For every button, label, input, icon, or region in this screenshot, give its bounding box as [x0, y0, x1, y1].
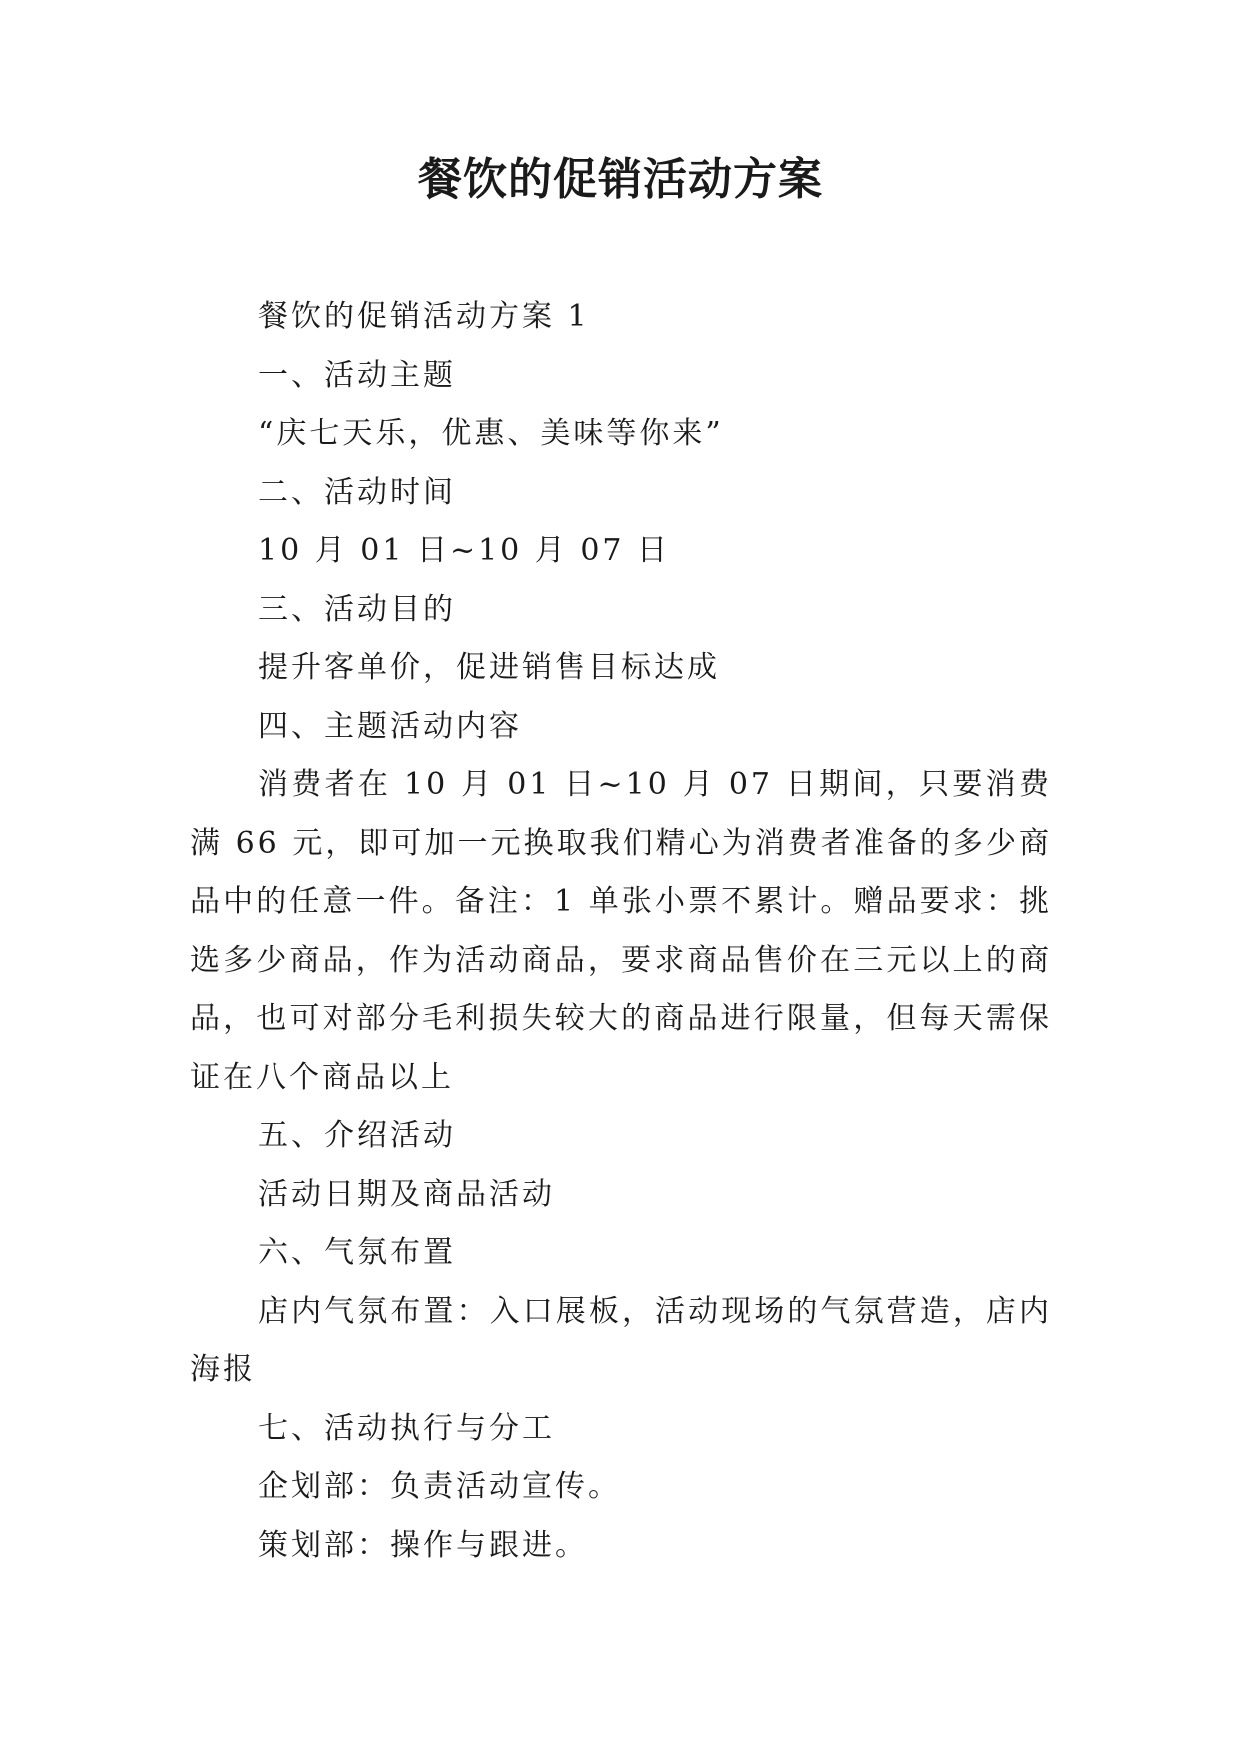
- section-heading: 餐饮的促销活动方案 1: [258, 299, 590, 334]
- section-heading: 三、活动目的: [258, 591, 456, 627]
- document-title: 餐饮的促销活动方案: [418, 154, 823, 205]
- paragraph: 消费者在 10 月 01 日~10 月 07 日期间，只要消费满 66 元，即可加一元换取我们精心为消费者准备的多少商品中的任意一件。备注：1 单张小票不累计。赠品要求：挑选多少商品，作为活动商品，要求商品售价在三元以上的商品，也可对部分毛利损失较大的商品进行限量，但每天需保证在八个商品以上: [190, 767, 1052, 1095]
- document-body: [190, 288, 1052, 1575]
- section-heading: 一、活动主题: [258, 357, 456, 393]
- section-heading: 四、主题活动内容: [258, 708, 522, 744]
- paragraph: 策划部：操作与跟进。: [258, 1527, 588, 1563]
- paragraph: “庆七天乐，优惠、美味等你来”: [258, 416, 724, 451]
- paragraph: 企划部：负责活动宣传。: [258, 1469, 621, 1504]
- paragraph: 10 月 01 日~10 月 07 日: [258, 533, 671, 568]
- paragraph: 活动日期及商品活动: [258, 1176, 555, 1212]
- section-heading: 五、介绍活动: [258, 1118, 456, 1153]
- section-heading: 七、活动执行与分工: [258, 1410, 555, 1446]
- section-heading: 六、气氛布置: [258, 1235, 456, 1270]
- section-heading: 二、活动时间: [258, 474, 456, 510]
- paragraph: 店内气氛布置：入口展板，活动现场的气氛营造，店内海报: [190, 1293, 1052, 1387]
- paragraph: 提升客单价，促进销售目标达成: [258, 650, 720, 685]
